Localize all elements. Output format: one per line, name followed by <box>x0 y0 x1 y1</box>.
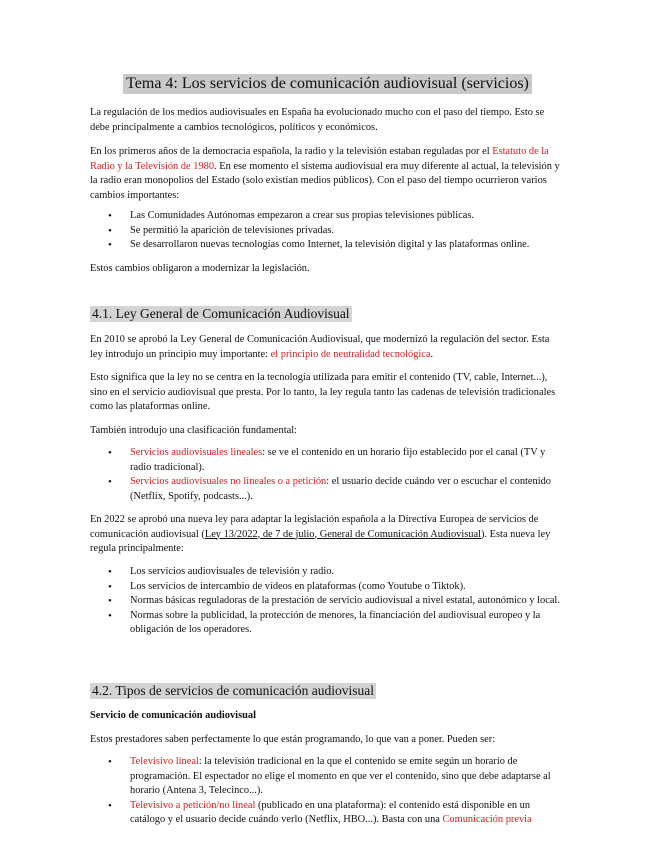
neutrality-highlight: el principio de neutralidad tecnológica <box>270 348 431 360</box>
title-container <box>0 74 655 94</box>
law-link[interactable]: Ley 13/2022, de 7 de julio, General de Comunicación Audiovisual <box>204 528 482 540</box>
intro-paragraph-1: La regulación de los medios audiovisuales en España ha evolucionado mucho con el paso del tiempo. Esto se debe principalmente a cambios tecnológicos, políticos y económicos. <box>90 107 545 133</box>
section-heading-4-2: 4.2. Tipos de servicios de comunicación audiovisual <box>92 683 374 698</box>
intro-paragraph-3: Estos cambios obligaron a modernizar la legislación. <box>90 263 310 274</box>
prior-communication-term: Comunicación previa <box>442 814 532 825</box>
list-item: • Los servicios audiovisuales de televisión y radio. <box>90 565 560 580</box>
s41-classification-list <box>90 446 560 504</box>
nonlinear-services-term: Servicios audiovisuales no lineales o a petición <box>130 476 327 487</box>
list-item: • Los servicios de intercambio de vídeos en plataformas (como Youtube o Tiktok). <box>90 580 560 595</box>
intro-p2-text-b: . En ese momento el sistema audiovisual era muy diferente al actual, la televisión y la radio eran monopolios del Estado (solo existían medios públicos). Con el paso del tiempo ocurrieron varios cambios importantes: <box>90 160 560 201</box>
s42-paragraph-1: Estos prestadores saben perfectamente lo que están programando, lo que van a poner. Pueden ser: <box>90 734 496 745</box>
nonlinear-services-desc: : el usuario decide cuándo ver o escuchar el contenido (Netflix, Spotify, podcasts...). <box>130 476 551 502</box>
list-item: • Se permitió la aparición de televisiones privadas. <box>90 224 560 239</box>
on-demand-tv-desc: (publicado en una plataforma): el contenido está disponible en un catálogo y el usuario decide cuándo verlo (Netflix, HBO...). Basta con una <box>130 799 531 825</box>
s42-types-list <box>90 755 560 828</box>
s41-p1-text-a: En 2010 se aprobó la Ley General de Comunicación Audiovisual, que modernizó la regulación del sector. Esta ley introdujo un principio muy importante: <box>90 334 550 360</box>
section-heading-4-1: 4.1. Ley General de Comunicación Audiovisual <box>92 306 350 321</box>
list-item <box>90 475 560 504</box>
s41-paragraph-4 <box>90 513 560 557</box>
intro-bullet-list <box>90 209 560 253</box>
list-item: • Normas sobre la publicidad, la protección de menores, la financiación del audiovisual europeo y la obligación de los operadores. <box>90 609 560 638</box>
list-item: • Normas básicas reguladoras de la prestación de servicio audiovisual a nivel estatal, autonómico y local. <box>90 594 560 609</box>
list-item: • Las Comunidades Autónomas empezaron a crear sus propias televisiones públicas. <box>90 209 560 224</box>
s41-p4-text-b: ). Esta nueva ley regula principalmente: <box>90 528 551 554</box>
linear-services-desc: : se ve el contenido en un horario fijo establecido por el canal (TV y radio tradicional). <box>130 447 546 473</box>
s41-regulation-list <box>90 565 560 638</box>
statute-highlight: Estatuto de la Radio y la Televisión de 1980 <box>90 146 549 172</box>
s41-paragraph-1 <box>90 333 560 362</box>
list-item: • Se desarrollaron nuevas tecnologías como Internet, la televisión digital y las plataformas online. <box>90 238 560 253</box>
s42-subheading: Servicio de comunicación audiovisual <box>90 710 256 721</box>
page-title: Tema 4: Los servicios de comunicación audiovisual (servicios) <box>123 74 532 94</box>
list-item <box>90 799 560 828</box>
intro-paragraph-2 <box>90 145 560 203</box>
linear-tv-desc: : la televisión tradicional en la que el contenido se emite según un horario de programación. El espectador no elige el momento en que ver el contenido, sino que debe adaptarse al horario (Antena 3, Telecinco...). <box>130 756 551 796</box>
list-item <box>90 755 560 799</box>
intro-p2-text-a: En los primeros años de la democracia española, la radio y la televisión estaban reguladas por el <box>90 146 493 157</box>
s41-paragraph-2: Esto significa que la ley no se centra en la tecnología utilizada para emitir el contenido (TV, cable, Internet...), sino en el servicio audiovisual que presta. Por lo tanto, la ley regula tanto las cadenas de televisión tradicionales como las plataformas online. <box>90 372 556 412</box>
linear-services-term: Servicios audiovisuales lineales <box>130 447 263 458</box>
s41-p4-text-a: En 2022 se aprobó una nueva ley para adaptar la legislación española a la Directiva Europea de servicios de comunicación audiovisual ( <box>90 514 539 540</box>
on-demand-tv-term: Televisivo a petición/no lineal <box>130 799 256 811</box>
s41-paragraph-3: También introdujo una clasificación fundamental: <box>90 425 298 436</box>
list-item <box>90 446 560 475</box>
linear-tv-term: Televisivo lineal <box>130 756 199 767</box>
s41-p1-text-b: . <box>430 348 434 360</box>
